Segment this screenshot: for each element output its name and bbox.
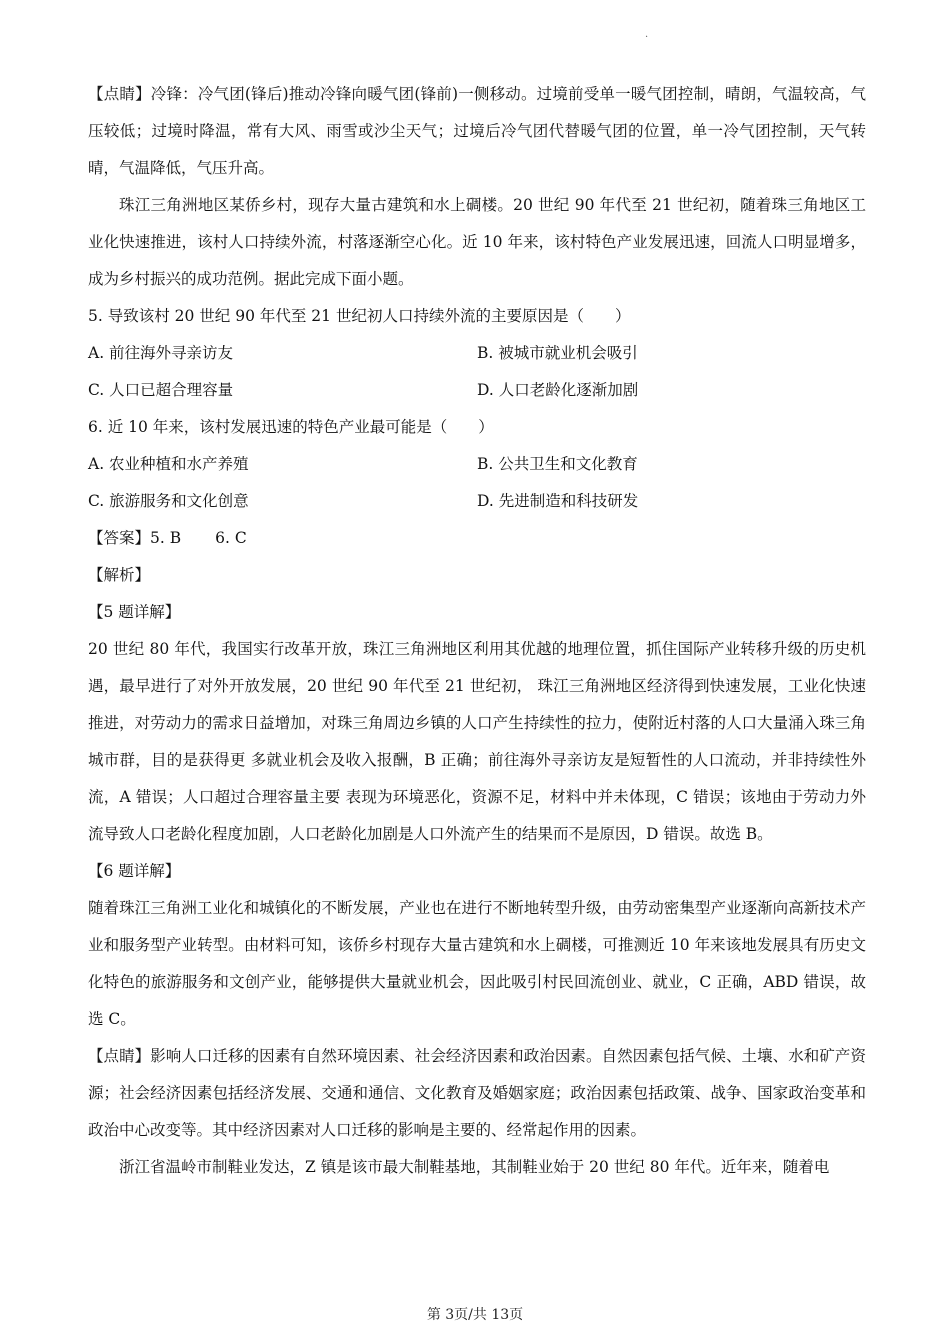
detail-6-tag: 【6 题详解】 [88,862,181,880]
q5-option-b: B. 被城市就业机会吸引 [477,344,638,362]
question-6-options-2 [88,483,866,520]
page-footer: 第 3页/共 13页 [426,1307,524,1323]
analysis-tag: 【解析】 [88,566,151,584]
header-mark: · [645,32,649,43]
dianjing-tag-2: 【点睛】 [88,1047,151,1065]
q5-option-c: C. 人口已超合理容量 [88,381,234,399]
dianjing-text: 冷锋：冷气团(锋后)推动冷锋向暖气团(锋前)一侧移动。过境前受单一暖气团控制，晴朗，气温较高，气压较低；过境时降温，常有大风、雨雪或沙尘天气；过境后冷气团代替暖气团的位置，单一冷气团控制，天气转晴，气温降低，气压升高。 [88,85,866,177]
dianjing-text-2: 影响人口迁移的因素有自然环境因素、社会经济因素和政治因素。自然因素包括气候、土壤、水和矿产资源；社会经济因素包括经济发展、交通和通信、文化教育及婚姻家庭；政治因素包括政策、战争、国家政治变革和政治中心改变等。其中经济因素对人口迁移的影响是主要的、经常起作用的因素。 [88,1047,866,1139]
question-6-stem: 6. 近 10 年来，该村发展迅速的特色产业最可能是（ ） [88,418,494,436]
document-page [88,76,866,1186]
detail-5-text: 20 世纪 80 年代，我国实行改革开放，珠江三角洲地区利用其优越的地理位置，抓住国际产业转移升级的历史机遇，最早进行了对外开放发展，20 世纪 90 年代至 21 世纪初， 珠江三角洲地区经济得到快速发展，工业化快速推进，对劳动力的需求日益增加，对珠三角周边乡镇的人口产生持续性的拉力，使附近村落的人口大量涌入珠三角城市群，目的是获得更 多就业机会及收入报酬，B 正确；前往海外寻亲访友是短暂性的人口流动，并非持续性外流，A 错误；人口超过合理容量主要 表现为环境恶化，资源不足，材料中并未体现，C 错误；该地由于劳动力外流导致人口老龄化程度加剧，人口老龄化加剧是人口外流产生的结果而不是原因，D 错误。故选 B。 [88,640,866,843]
material-paragraph-2: 浙江省温岭市制鞋业发达，Z 镇是该市最大制鞋基地，其制鞋业始于 20 世纪 80 年代。近年来，随着电 [119,1158,830,1176]
q5-option-d: D. 人口老龄化逐渐加剧 [477,381,639,399]
detail-6-text: 随着珠江三角洲工业化和城镇化的不断发展，产业也在进行不断地转型升级，由劳动密集型产业逐渐向高新技术产业和服务型产业转型。由材料可知，该侨乡村现存大量古建筑和水上碉楼，可推测近 10 年来该地发展具有历史文化特色的旅游服务和文创产业，能够提供大量就业机会，因此吸引村民回流创业、就业，C 正确，ABD 错误，故选 C。 [88,899,866,1028]
answer-5: 5. B [150,529,182,547]
q6-option-a: A. 农业种植和水产养殖 [88,455,249,473]
q5-option-a: A. 前往海外寻亲访友 [88,344,234,362]
material-paragraph: 珠江三角洲地区某侨乡村，现存大量古建筑和水上碉楼。20 世纪 90 年代至 21 世纪初，随着珠三角地区工业化快速推进，该村人口持续外流，村落逐渐空心化。近 10 年来，该村特色产业发展迅速，回流人口明显增多，成为乡村振兴的成功范例。据此完成下面小题。 [88,196,866,288]
question-6-options [88,446,866,483]
question-5-options-2 [88,372,866,409]
q6-option-b: B. 公共卫生和文化教育 [477,455,638,473]
dianjing-paragraph-1 [88,76,866,187]
question-5-stem: 5. 导致该村 20 世纪 90 年代至 21 世纪初人口持续外流的主要原因是（ ） [88,307,631,325]
dianjing-tag: 【点睛】 [88,85,151,103]
dianjing-paragraph-2 [88,1038,866,1149]
answer-6: 6. C [215,529,247,547]
question-5-options [88,335,866,372]
answer-tag: 【答案】 [88,529,151,547]
detail-5-tag: 【5 题详解】 [88,603,181,621]
q6-option-d: D. 先进制造和科技研发 [477,492,639,510]
q6-option-c: C. 旅游服务和文化创意 [88,492,249,510]
answer-row [88,520,866,557]
